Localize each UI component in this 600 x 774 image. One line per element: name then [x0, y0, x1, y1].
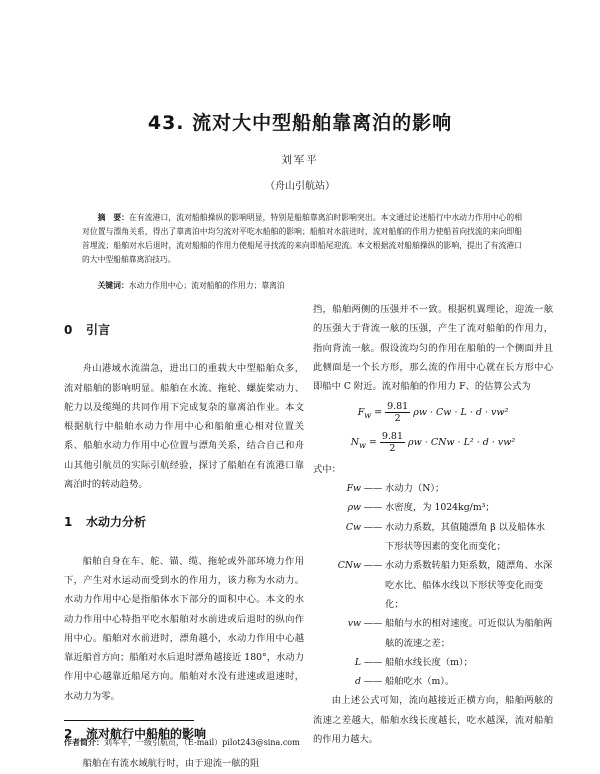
formula-force-rhs: ρw · Cw · L · d · vw² [413, 407, 509, 419]
section-1-number: 1 [64, 515, 73, 530]
footnote-divider [64, 720, 194, 721]
left-column [64, 300, 304, 774]
formula-force-lhs: F [357, 407, 365, 419]
section-2-paragraph: 船舶在有流水域航行时，由于迎流一舷的阻 [82, 758, 260, 770]
abstract-label: 摘 要： [97, 213, 130, 222]
symbol: CNw [337, 560, 361, 572]
symbol: Fw [346, 483, 361, 495]
symbol-definition: 船舶水线长度（m）； [385, 656, 473, 668]
section-0-title: 引言 [86, 323, 111, 337]
symbol-definition: 水密度，为 1024kg/m³； [385, 502, 495, 514]
section-0-paragraph: 舟山港域水流湍急，进出口的重载大中型船舶众多，流对船舶的影响明显。船舶在水流、拖轮、螺旋桨动力、舵力以及缆绳的共同作用下完成复杂的靠离泊作业。本文根据航行中船舶水动力作用中心和船舶重心相对位置关系、船舶水动力作用中心位置与漂角关系，结合自己和舟山其他引航员的实际引航经验，探讨了船舶在有流港口靠离泊时的转动趋势。 [64, 363, 304, 491]
formula-force-sub: w [364, 411, 372, 421]
keywords-text: 水动力作用中心；流对船舶的作用力；靠离泊 [128, 281, 285, 290]
symbol-def-row: d —— 船舶吃水（m）。 [313, 672, 553, 691]
keywords-label: 关键词： [97, 281, 129, 290]
symbol-definition: 水动力（N）； [385, 483, 445, 495]
symbol: L [354, 656, 361, 668]
symbol-def-row: vw —— 船舶与水的相对速度。可近似认为船舶两舷的流速之差； [313, 614, 553, 653]
formula-force: $F_w$ = $\frac{9.81}{2}$ ρw · Cw · L · d · vw² [357, 401, 509, 425]
formula-moment: $N_w$ = $\frac{9.81}{2}$ ρw · CNw · L² · d · vw² [350, 430, 516, 454]
formula-force-fraction [385, 401, 410, 424]
symbol-definition: 船舶吃水（m）。 [385, 676, 455, 688]
keywords [82, 280, 522, 291]
where-label: 式中： [313, 463, 341, 475]
section-1-title: 水动力分析 [86, 515, 147, 530]
formula-moment-fraction [380, 431, 405, 454]
symbol-def-row: L —— 船舶水线长度（m）； [313, 653, 553, 672]
formula-moment-sub: w [359, 440, 366, 450]
section-2-title: 流对航行中船舶的影响 [86, 727, 207, 742]
section-2-number: 2 [64, 727, 73, 742]
symbol-definition: 水动力系数，其值随漂角 β 以及船体水下形状等因素的变化而变化； [385, 521, 546, 553]
symbol-def-row: ρw —— 水密度，为 1024kg/m³； [313, 498, 553, 517]
section-0-heading [64, 321, 304, 340]
right-paragraph-2: 由上述公式可知，流向越接近正横方向，船舶两舷的流速之差越大，船舶水线长度越长，吃水越深，流对船舶的作用力越大。 [313, 695, 553, 746]
footnote-label: 作者简介： [64, 738, 104, 747]
formula-force-denominator: 2 [394, 413, 401, 425]
author-name: 刘军平 [281, 154, 319, 166]
footnote-text: 刘军平，一级引航员，（E-mail）pilot243@sina.com [104, 738, 300, 747]
footnote [64, 737, 300, 748]
symbol-definition: 水动力系数转船力矩系数，随漂角、水深吃水比、船体水线以下形状等变化而变化； [385, 560, 553, 610]
symbol: vw [347, 618, 361, 630]
author-affiliation: （舟山引航站） [265, 181, 335, 192]
symbol: Cw [345, 521, 361, 533]
symbol-def-row: Fw —— 水动力（N）； [313, 479, 553, 498]
formula-moment-denominator: 2 [389, 442, 396, 454]
formula-moment-lhs: N [350, 436, 360, 448]
abstract-text: 在有流港口，流对船舶操纵的影响明显，特别是船舶靠离泊时影响突出。本文通过论述船行中水动力作用中心的相对位置与漂角关系，得出了靠离泊中均匀流对平吃水船舶的影响；船舶对水前进时，流对船舶的作用力使船首向找流的来向即船首埋流；船舶对水后退时，流对船舶的作用力使船尾寻找流的来向即船尾迎流。本文根据流对船舶操纵的影响，提出了有流港口的大中型船舶靠离泊技巧。 [82, 213, 523, 264]
symbol: d [355, 676, 361, 688]
section-1-paragraph: 船舶自身在车、舵、锚、缆、拖轮或外部环境力作用下，产生对水运动而受到水的作用力，该力称为水动力。水动力作用中心是指船体水下部分的面积中心。本文的水动力作用中心特指平吃水船舶对水前进或后退时的纵向作用中心。船舶对水前进时，漂角越小，水动力作用中心越靠近船首方向；船舶对水后退时漂角越接近 180°，水动力作用中心越靠近船尾方向。船舶对水没有进速或退速时，水动力为零。 [64, 555, 304, 702]
symbol-def-row: Cw —— 水动力系数，其值随漂角 β 以及船体水下形状等因素的变化而变化； [313, 518, 553, 557]
section-1-heading [64, 513, 304, 532]
formula-moment-numerator: 9.81 [381, 430, 404, 442]
formula-moment-rhs: ρw · CNw · L² · d · vw² [408, 436, 516, 448]
right-paragraph-1: 挡，船舶两侧的压强并不一致。根据机翼理论，迎流一舷的压强大于背流一舷的压强，产生了流对船舶的作用力，指向背流一舷。假设流均匀的作用在船舶的一个侧面并且此侧面是一个长方形，那么流的作用中心就在长方形中心即船中 C 附近。流对船舶的作用力 F、的估算公式为 [313, 304, 553, 393]
symbol: ρw [347, 502, 361, 514]
abstract [82, 211, 522, 267]
paper-title: 43. 流对大中型船舶靠离泊的影响 [147, 112, 453, 134]
symbol-def-row: CNw —— 水动力系数转船力矩系数，随漂角、水深吃水比、船体水线以下形状等变化而变化； [313, 556, 553, 614]
symbol-definition: 船舶与水的相对速度。可近似认为船舶两舷的流速之差； [385, 618, 553, 649]
formula-force-numerator: 9.81 [387, 401, 409, 413]
symbol-definitions [313, 479, 553, 691]
section-0-number: 0 [64, 323, 73, 337]
right-column [313, 300, 553, 749]
